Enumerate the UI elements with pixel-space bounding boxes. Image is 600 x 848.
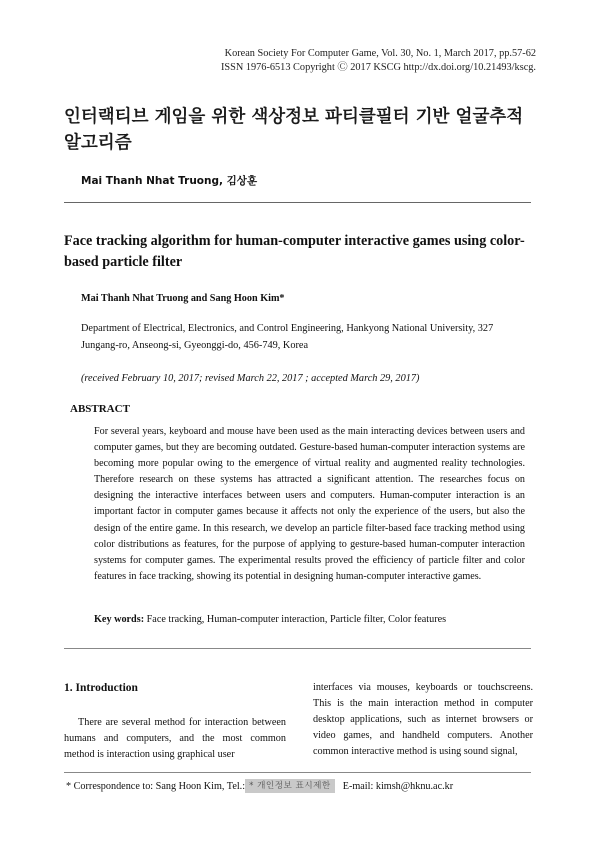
abstract-body: For several years, keyboard and mouse have been used as the main interacting devices between users and computer games, but they are becoming outdated. Gesture-based human-computer interaction systems are becoming more popular owing to the emergence of virtual reality and augmented reality technologies. Therefore research on these systems has attracted a significant attention. The researches focus on designing the interactive interfaces between users and computers. Human-computer interaction is an important factor in computer games because it affects not only the experience of the users, but also the design of the entire game. In this research, we develop an particle filter-based face tracking method using color distributions as features, for the purpose of applying to gesture-based human-computer interaction systems for computer games. The experimental results proved the efficiency of particle filter and color features in face tracking, showing its potential in designing human-computer interactive games. — [94, 426, 525, 582]
keywords-text: Face tracking, Human-computer interaction, Particle filter, Color features — [146, 614, 447, 625]
journal-citation: Korean Society For Computer Game, Vol. 30, No. 1, March 2017, pp.57-62 — [224, 48, 536, 59]
footnote-prefix: * Correspondence to: Sang Hoon Kim, Tel.: — [66, 781, 246, 792]
english-authors: Mai Thanh Nhat Truong and Sang Hoon Kim* — [81, 293, 285, 304]
redacted-phone: * 개인정보 표시제한 — [245, 779, 335, 793]
footnote-divider — [64, 772, 531, 773]
abstract-divider — [64, 648, 531, 649]
issn-copyright: ISSN 1976-6513 Copyright Ⓒ 2017 KSCG http://dx.doi.org/10.21493/kscg. — [220, 62, 536, 73]
affiliation: Department of Electrical, Electronics, and Control Engineering, Hankyong National University, 327 Jungang-ro, Anseong-si, Gyeonggi-do, 456-749, Korea — [81, 323, 494, 351]
submission-dates: (received February 10, 2017; revised March 22, 2017 ; accepted March 29, 2017) — [81, 373, 420, 384]
korean-title: 인터랙티브 게임을 위한 색상정보 파티클필터 기반 얼굴추적 알고리즘 — [64, 107, 524, 153]
title-divider — [64, 202, 531, 203]
keywords-label: Key words: — [94, 614, 145, 625]
section-heading-introduction: 1. Introduction — [64, 682, 138, 694]
introduction-column-1: There are several method for interaction between humans and computers, and the most common method is interaction using graphical user — [64, 717, 286, 760]
correspondence-footnote — [66, 779, 453, 793]
introduction-column-2: interfaces via mouses, keyboards or touchscreens. This is the main interaction method in computer desktop applications, such as internet browsers or video games, and handheld computers. Another common interactive method is using sound signal, — [313, 682, 533, 757]
english-title: Face tracking algorithm for human-computer interactive games using color-based particle filter — [64, 233, 525, 270]
korean-authors: Mai Thanh Nhat Truong, 김상훈 — [81, 175, 258, 187]
abstract-heading: ABSTRACT — [70, 403, 130, 415]
footnote-email: E-mail: kimsh@hknu.ac.kr — [342, 781, 454, 792]
keywords — [94, 614, 534, 625]
